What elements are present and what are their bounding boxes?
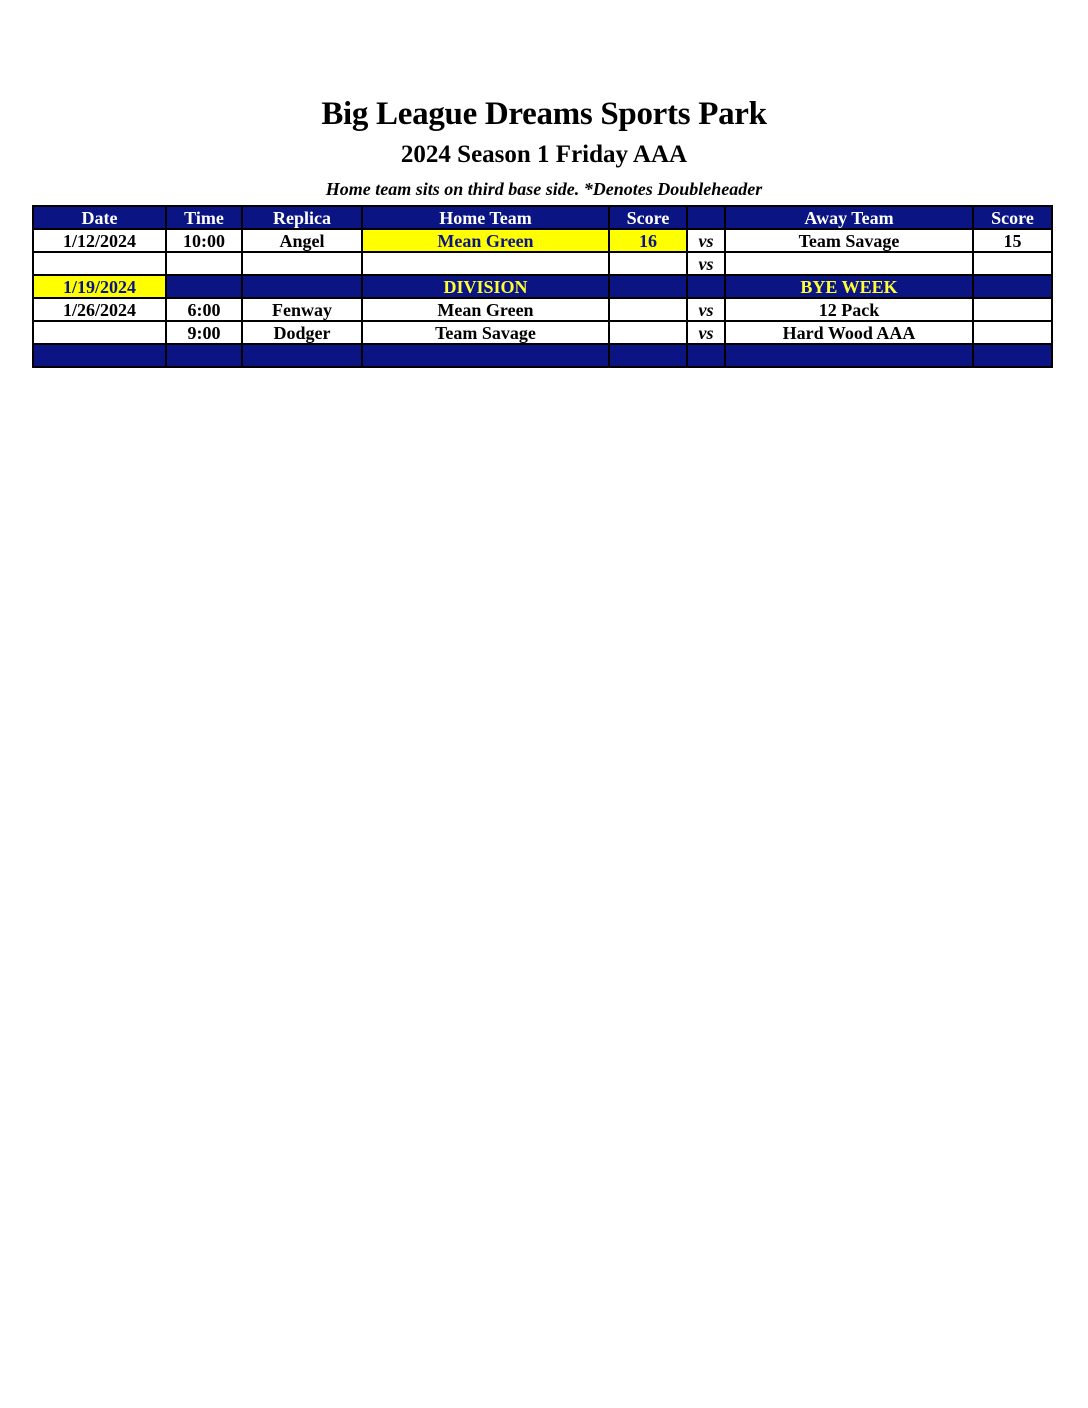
footer-cell	[973, 344, 1052, 367]
date-cell	[33, 252, 166, 275]
schedule-note: Home team sits on third base side. *Denotes Doubleheader	[325, 179, 763, 199]
table-row	[33, 298, 1052, 321]
col-date-header: Date	[33, 206, 166, 229]
replica-cell	[242, 252, 362, 275]
home-score-cell	[609, 252, 687, 275]
home-team-cell: Team Savage	[362, 321, 609, 344]
time-cell	[166, 252, 242, 275]
away-team-cell: Team Savage	[725, 229, 973, 252]
away-score-cell	[973, 252, 1052, 275]
footer-row	[33, 344, 1052, 367]
home-team-cell: Mean Green	[362, 229, 609, 252]
date-cell: 1/12/2024	[33, 229, 166, 252]
table-row	[33, 252, 1052, 275]
bye-week-cell: BYE WEEK	[725, 275, 973, 298]
time-cell: 6:00	[166, 298, 242, 321]
home-score-cell	[609, 275, 687, 298]
col-home-score-header: Score	[609, 206, 687, 229]
replica-cell: Dodger	[242, 321, 362, 344]
page-title: Big League Dreams Sports Park	[321, 96, 767, 132]
col-vs-header	[687, 206, 725, 229]
vs-cell: vs	[687, 229, 725, 252]
col-away-score-header: Score	[973, 206, 1052, 229]
date-cell: 1/26/2024	[33, 298, 166, 321]
home-team-cell: Mean Green	[362, 298, 609, 321]
table-row	[33, 321, 1052, 344]
away-score-cell	[973, 321, 1052, 344]
replica-cell: Fenway	[242, 298, 362, 321]
away-score-cell	[973, 275, 1052, 298]
vs-cell: vs	[687, 252, 725, 275]
col-away-team-header: Away Team	[725, 206, 973, 229]
vs-cell: vs	[687, 298, 725, 321]
footer-cell	[362, 344, 609, 367]
col-home-team-header: Home Team	[362, 206, 609, 229]
header-row	[33, 206, 1052, 229]
bye-week-row	[33, 275, 1052, 298]
col-time-header: Time	[166, 206, 242, 229]
home-score-cell	[609, 298, 687, 321]
replica-cell: Angel	[242, 229, 362, 252]
division-cell: DIVISION	[362, 275, 609, 298]
time-cell: 10:00	[166, 229, 242, 252]
footer-cell	[687, 344, 725, 367]
home-score-cell	[609, 321, 687, 344]
away-team-cell: Hard Wood AAA	[725, 321, 973, 344]
footer-cell	[725, 344, 973, 367]
away-score-cell: 15	[973, 229, 1052, 252]
away-team-cell	[725, 252, 973, 275]
replica-cell	[242, 275, 362, 298]
footer-cell	[33, 344, 166, 367]
vs-cell	[687, 275, 725, 298]
table-row	[33, 229, 1052, 252]
footer-cell	[609, 344, 687, 367]
time-cell	[166, 275, 242, 298]
time-cell: 9:00	[166, 321, 242, 344]
home-score-cell: 16	[609, 229, 687, 252]
date-cell: 1/19/2024	[33, 275, 166, 298]
footer-cell	[166, 344, 242, 367]
vs-cell: vs	[687, 321, 725, 344]
season-subtitle: 2024 Season 1 Friday AAA	[400, 141, 688, 168]
away-team-cell: 12 Pack	[725, 298, 973, 321]
col-replica-header: Replica	[242, 206, 362, 229]
home-team-cell	[362, 252, 609, 275]
schedule-table	[32, 205, 1053, 368]
date-cell	[33, 321, 166, 344]
footer-cell	[242, 344, 362, 367]
away-score-cell	[973, 298, 1052, 321]
